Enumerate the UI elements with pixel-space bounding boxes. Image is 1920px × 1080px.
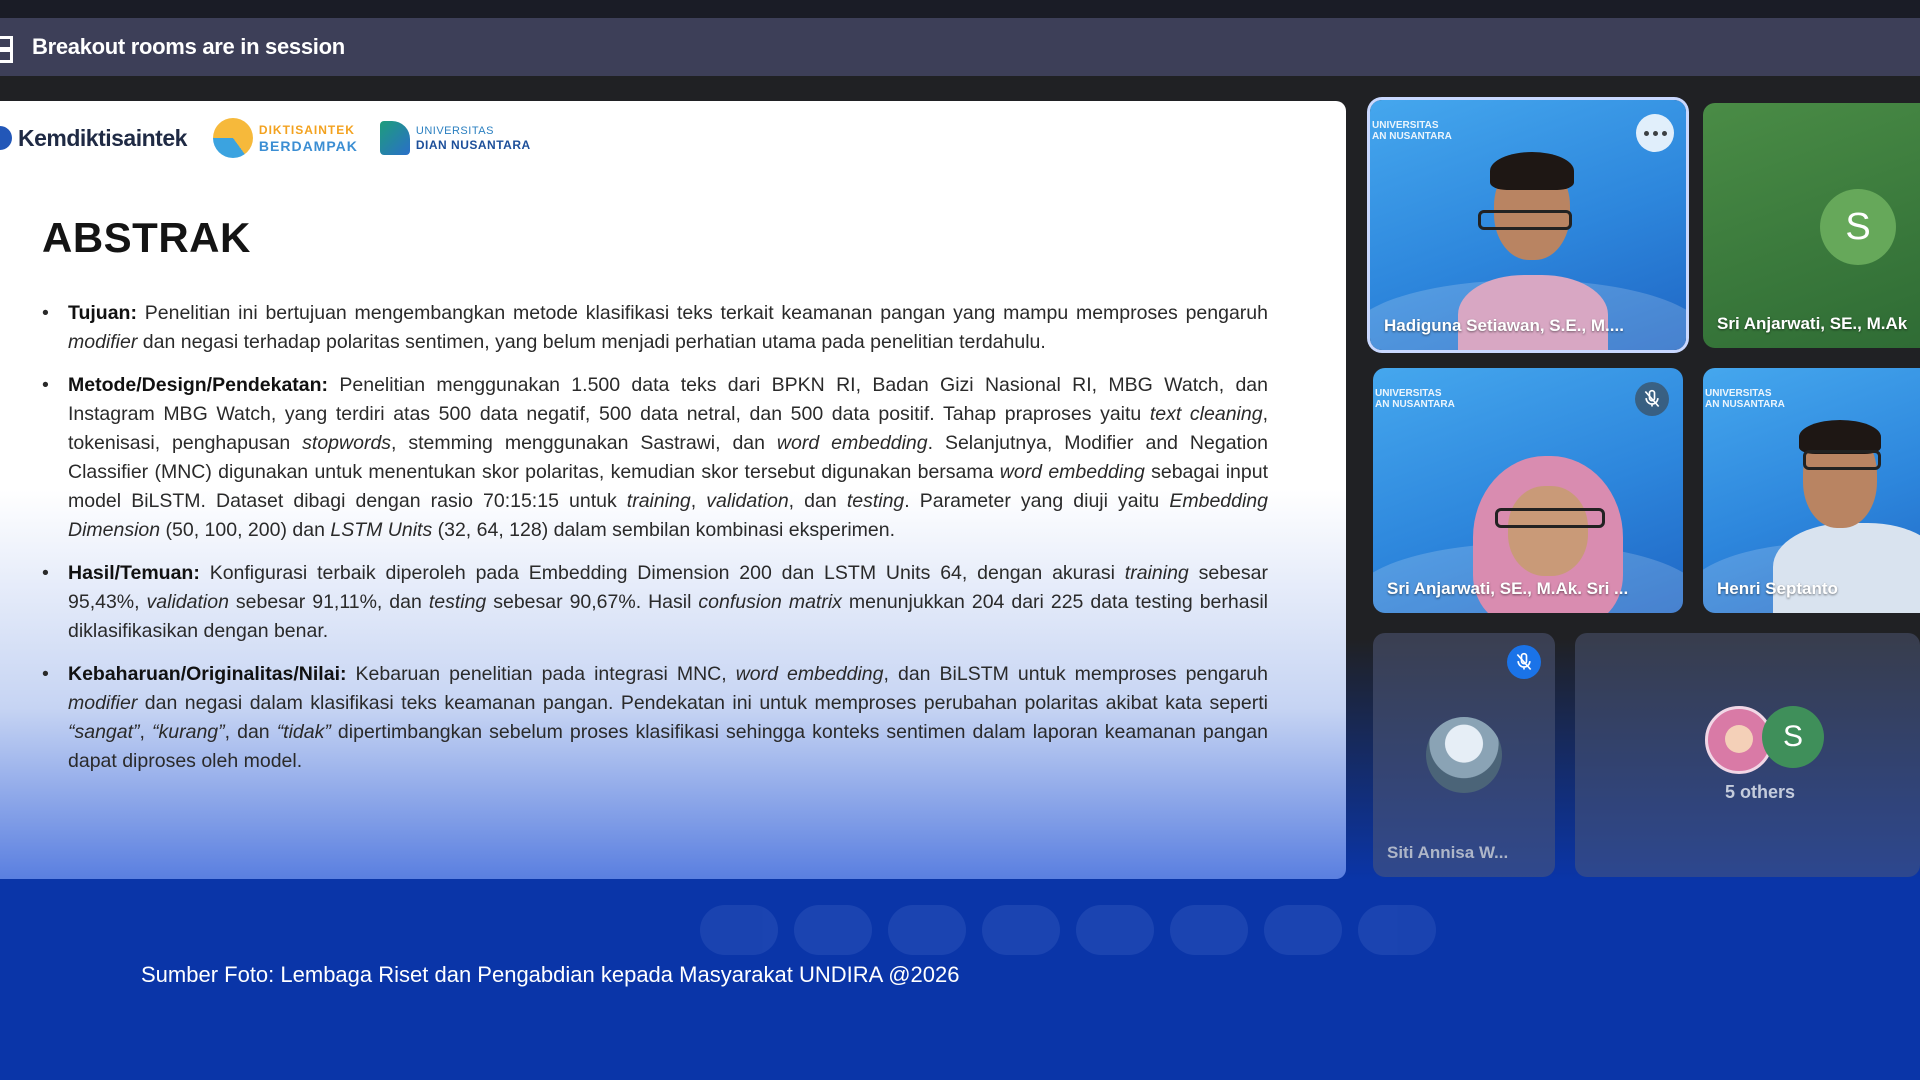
abstract-item-kebaharuan xyxy=(42,660,1268,776)
abstract-item-label: Hasil/Temuan: xyxy=(68,562,200,584)
participant-tile-hadiguna[interactable] xyxy=(1370,100,1686,350)
italic-term: word embedding xyxy=(735,663,884,685)
control-button xyxy=(1358,905,1436,955)
abstract-item-hasil xyxy=(42,559,1268,646)
kemdikti-logo-text: Kemdiktisaintek xyxy=(18,124,187,151)
diktisaintek-berdampak-logo xyxy=(213,118,358,158)
italic-term: Embedding Dimension xyxy=(68,490,1268,541)
abstract-item-text: Penelitian ini bertujuan mengembangkan metode klasifikasi teks terkait keamanan pangan yang mampu memproses pengaruh modifier dan negasi terhadap polaritas sentimen, yang belum menjadi perhatian utama pada penelitian terdahulu. xyxy=(68,302,1268,353)
breakout-banner-text: Breakout rooms are in session xyxy=(32,34,345,59)
italic-term: “kurang” xyxy=(152,721,225,743)
control-button xyxy=(1076,905,1154,955)
italic-term: modifier xyxy=(68,692,138,714)
control-button xyxy=(1170,905,1248,955)
italic-term: modifier xyxy=(68,331,138,353)
participant-name: Henri Septanto xyxy=(1717,579,1838,598)
abstract-item-label: Tujuan: xyxy=(68,302,137,324)
abstract-item-label: Kebaharuan/Originalitas/Nilai: xyxy=(68,663,347,685)
abstract-item-tujuan xyxy=(42,299,1268,357)
control-button xyxy=(1264,905,1342,955)
undira-mark-icon xyxy=(380,121,410,155)
diktisaintek-mark-icon xyxy=(213,118,253,158)
mic-off-icon xyxy=(1507,645,1541,679)
breakout-rooms-icon xyxy=(0,34,16,60)
others-count: 5 others xyxy=(1725,782,1796,802)
control-button xyxy=(888,905,966,955)
italic-term: confusion matrix xyxy=(698,591,842,613)
institution-watermark: UNIVERSITAS AN NUSANTARA xyxy=(1375,388,1455,410)
italic-term: “sangat” xyxy=(68,721,140,743)
italic-term: LSTM Units xyxy=(330,519,433,541)
participant-name: Sri Anjarwati, SE., M.Ak xyxy=(1717,314,1908,333)
participant-name: Sri Anjarwati, SE., M.Ak. Sri ... xyxy=(1387,579,1629,598)
abstract-item-text: Penelitian menggunakan 1.500 data teks dari BPKN RI, Badan Gizi Nasional RI, MBG Watch, dan Instagram MBG Watch, yang terdiri atas 500 data negatif, 500 data netral, dan 500 data positif. Tahap praproses yaitu text cleaning, tokenisasi, penghapusan stopwords, stemming menggunakan Sastrawi, dan word embedding. Selanjutnya, Modifier and Negation Classifier (MNC) digunakan untuk menentukan skor polaritas, kemudian skor tersebut digunakan bersama word embedding sebagai input model BiLSTM. Dataset dibagi dengan rasio 70:15:15 untuk training, validation, dan testing. Parameter yang diuji yaitu Embedding Dimension (50, 100, 200) dan LSTM Units (32, 64, 128) dalam sembilan kombinasi eksperimen. xyxy=(68,374,1268,541)
italic-term: validation xyxy=(146,591,229,613)
abstract-list xyxy=(42,299,1268,790)
control-button xyxy=(794,905,872,955)
control-button xyxy=(982,905,1060,955)
kemdikti-globe-icon xyxy=(0,126,12,150)
italic-term: text cleaning xyxy=(1149,403,1263,425)
italic-term: word embedding xyxy=(999,461,1145,483)
avatar: S xyxy=(1762,706,1824,768)
more-options-icon[interactable] xyxy=(1636,114,1674,152)
italic-term: stopwords xyxy=(302,432,392,454)
institution-watermark: UNIVERSITAS AN NUSANTARA xyxy=(1705,388,1785,410)
abstract-item-label: Metode/Design/Pendekatan: xyxy=(68,374,329,396)
italic-term: “tidak” xyxy=(276,721,331,743)
kemdiktisaintek-logo xyxy=(0,125,187,152)
meeting-controls-faded xyxy=(700,905,1600,955)
abstract-item-text: Konfigurasi terbaik diperoleh pada Embedding Dimension 200 dan LSTM Units 64, dengan akurasi training sebesar 95,43%, validation sebesar 91,11%, dan testing sebesar 90,67%. Hasil confusion matrix menunjukkan 204 dari 225 data testing berhasil diklasifikasikan dengan benar. xyxy=(68,562,1268,642)
institution-watermark: UNIVERSITAS AN NUSANTARA xyxy=(1372,120,1452,142)
slide-logos xyxy=(0,116,531,160)
others-tile[interactable] xyxy=(1575,633,1920,877)
italic-term: validation xyxy=(706,490,789,512)
italic-term: training xyxy=(1124,562,1189,584)
diktisaintek-logo-line1: DIKTISAINTEK xyxy=(258,122,355,137)
participant-name: Siti Annisa W... xyxy=(1387,843,1509,862)
photo-caption: Sumber Foto: Lembaga Riset dan Pengabdian kepada Masyarakat UNDIRA @2026 xyxy=(141,962,960,987)
shared-slide xyxy=(0,101,1346,879)
participant-video xyxy=(1703,368,1920,613)
abstract-item-text: Kebaruan penelitian pada integrasi MNC, word embedding, dan BiLSTM untuk memproses pengaruh modifier dan negasi dalam klasifikasi teks keamanan pangan. Pendekatan ini untuk memproses perubahan polaritas akibat kata seperti “sangat”, “kurang”, dan “tidak” dipertimbangkan sebelum proses klasifikasi sehingga konteks sentimen dalam laporan keamanan pangan dapat diproses oleh model. xyxy=(68,663,1268,772)
mic-off-icon xyxy=(1635,382,1669,416)
abstract-item-metode xyxy=(42,371,1268,545)
undira-logo-line2: DIAN NUSANTARA xyxy=(415,137,531,152)
italic-term: testing xyxy=(846,490,905,512)
italic-term: word embedding xyxy=(776,432,928,454)
participant-name: Hadiguna Setiawan, S.E., M.... xyxy=(1384,316,1624,335)
participant-tile-sri-anjarwati[interactable] xyxy=(1703,103,1920,348)
italic-term: testing xyxy=(428,591,487,613)
avatar xyxy=(1426,717,1502,793)
italic-term: training xyxy=(626,490,691,512)
avatar: S xyxy=(1820,189,1896,265)
undira-logo xyxy=(380,121,531,155)
undira-logo-line1: UNIVERSITAS xyxy=(415,124,494,137)
participant-tile-henri-septanto[interactable] xyxy=(1703,368,1920,613)
breakout-banner xyxy=(0,18,1920,76)
top-strip xyxy=(0,0,1920,18)
slide-title: ABSTRAK xyxy=(42,214,251,261)
control-button xyxy=(700,905,778,955)
participant-tile-sri-anjarwati-room[interactable] xyxy=(1373,368,1683,613)
participant-tile-siti-annisa[interactable] xyxy=(1373,633,1555,877)
diktisaintek-logo-line2: BERDAMPAK xyxy=(258,137,358,154)
